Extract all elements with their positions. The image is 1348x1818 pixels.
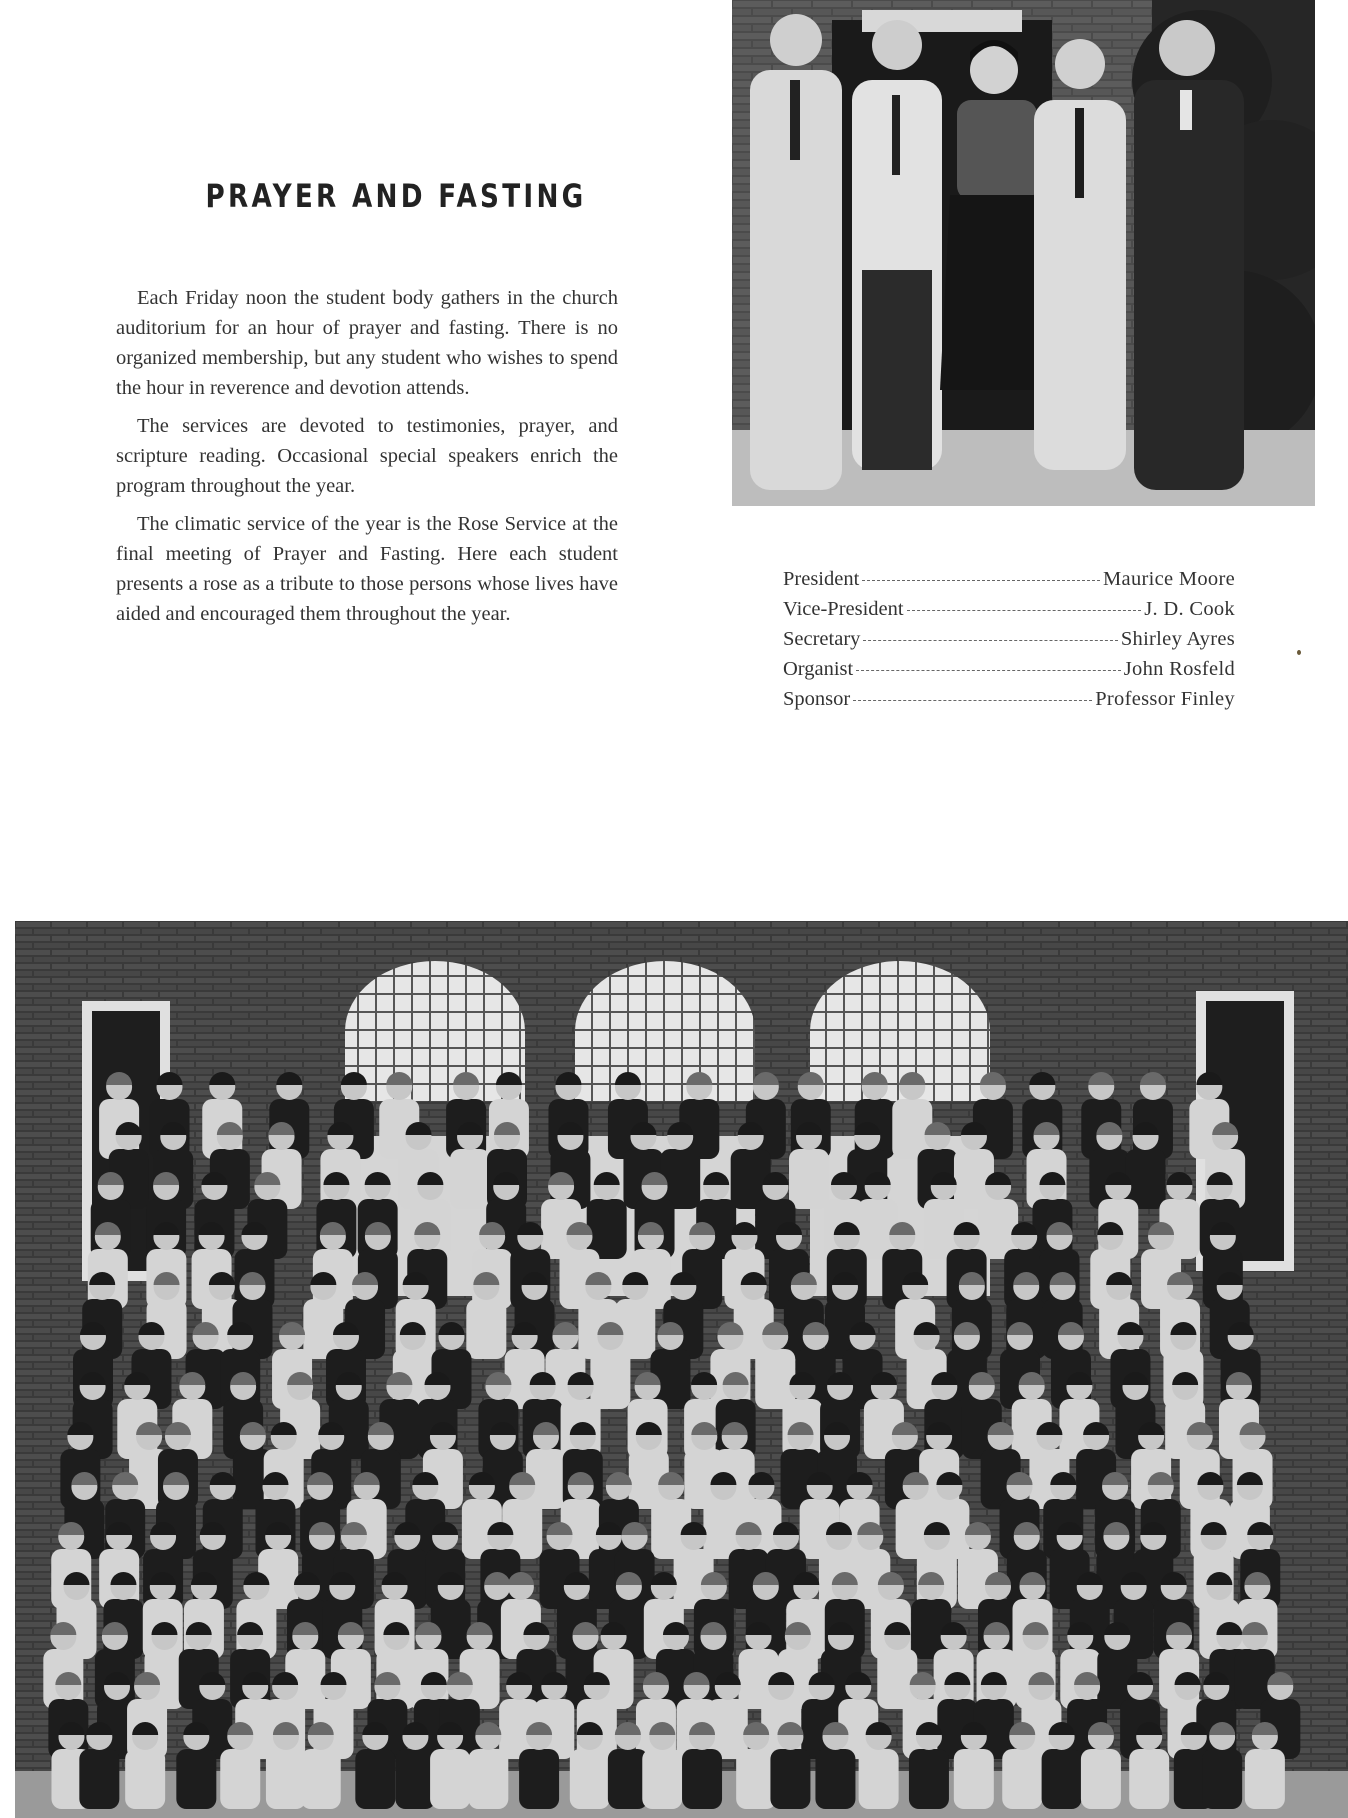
group-photo-illustration bbox=[15, 921, 1348, 1818]
crowd-figure-body bbox=[430, 1749, 470, 1809]
crowd-figure-body bbox=[220, 1749, 260, 1809]
crowd-figure-body bbox=[355, 1749, 395, 1809]
crowd-figure-body bbox=[1245, 1749, 1285, 1809]
officer-row-vice-president bbox=[783, 594, 1235, 624]
crowd-figure-body bbox=[1202, 1749, 1242, 1809]
crowd-figure-body bbox=[789, 1149, 829, 1209]
dotted-leader bbox=[856, 670, 1121, 671]
crowd-figure-body bbox=[1081, 1749, 1121, 1809]
officer-row-president bbox=[783, 564, 1235, 594]
officer-name: Professor Finley bbox=[1095, 688, 1235, 710]
crowd-figure-body bbox=[682, 1749, 722, 1809]
crowd-figure-body bbox=[590, 1349, 630, 1409]
crowd-figure-body bbox=[909, 1749, 949, 1809]
dotted-leader bbox=[862, 580, 1100, 581]
body-text bbox=[116, 283, 618, 637]
crowd-figure-body bbox=[570, 1749, 610, 1809]
crowd-figure-body bbox=[608, 1749, 648, 1809]
officer-role: Secretary bbox=[783, 628, 861, 650]
officer-role: Sponsor bbox=[783, 688, 851, 710]
officer-row-organist bbox=[783, 654, 1235, 684]
paragraph-3: The climatic service of the year is the Rose Service at the final meeting of Prayer and Fasting. Here each student presents a rose as a tribute to those persons whose lives have aided and encouraged them throughout the year. bbox=[116, 513, 618, 625]
dotted-leader bbox=[853, 700, 1092, 701]
crowd-figure-body bbox=[301, 1749, 341, 1809]
officer-name: Maurice Moore bbox=[1103, 568, 1235, 590]
crowd-figure-body bbox=[815, 1749, 855, 1809]
crowd-figure-body bbox=[859, 1749, 899, 1809]
crowd-figure-body bbox=[266, 1749, 306, 1809]
paragraph-1: Each Friday noon the student body gathers in the church auditorium for an hour of prayer and fasting. There is no organized membership, but any student who wishes to spend the hour in reverence and devotion attends. bbox=[116, 287, 618, 399]
crowd-figure-body bbox=[519, 1749, 559, 1809]
crowd-figure-body bbox=[468, 1749, 508, 1809]
crowd-figure-body bbox=[954, 1749, 994, 1809]
officers-photo-illustration bbox=[732, 0, 1315, 506]
officer-row-secretary bbox=[783, 624, 1235, 654]
print-speck bbox=[1297, 650, 1301, 655]
officers-list bbox=[783, 564, 1235, 714]
crowd-figure-body bbox=[125, 1749, 165, 1809]
crowd-figure-body bbox=[79, 1749, 119, 1809]
crowd-figure-body bbox=[466, 1299, 506, 1359]
dotted-leader bbox=[863, 640, 1117, 641]
officer-row-sponsor bbox=[783, 684, 1235, 714]
crowd-figure-body bbox=[642, 1749, 682, 1809]
crowd-figure-body bbox=[736, 1749, 776, 1809]
crowd-figure-body bbox=[770, 1749, 810, 1809]
officer-name: J. D. Cook bbox=[1144, 598, 1235, 620]
paragraph-2: The services are devoted to testimonies, prayer, and scripture reading. Occasional special speakers enrich the program throughout the year. bbox=[116, 415, 618, 497]
officers-photo bbox=[732, 0, 1315, 506]
officer-name: John Rosfeld bbox=[1123, 658, 1235, 680]
officer-role: Organist bbox=[783, 658, 854, 680]
crowd-figure-body bbox=[1129, 1749, 1169, 1809]
page-heading: PRAYER AND FASTING bbox=[205, 177, 587, 216]
crowd-figure-body bbox=[176, 1749, 216, 1809]
group-photo bbox=[15, 921, 1348, 1818]
crowd-figure-body bbox=[450, 1149, 490, 1209]
crowd-figure-body bbox=[1042, 1749, 1082, 1809]
crowd-figure-body bbox=[1002, 1749, 1042, 1809]
officer-role: President bbox=[783, 568, 860, 590]
dotted-leader bbox=[907, 610, 1142, 611]
officer-role: Vice-President bbox=[783, 598, 904, 620]
officer-name: Shirley Ayres bbox=[1120, 628, 1235, 650]
crowd-figure-body bbox=[395, 1749, 435, 1809]
